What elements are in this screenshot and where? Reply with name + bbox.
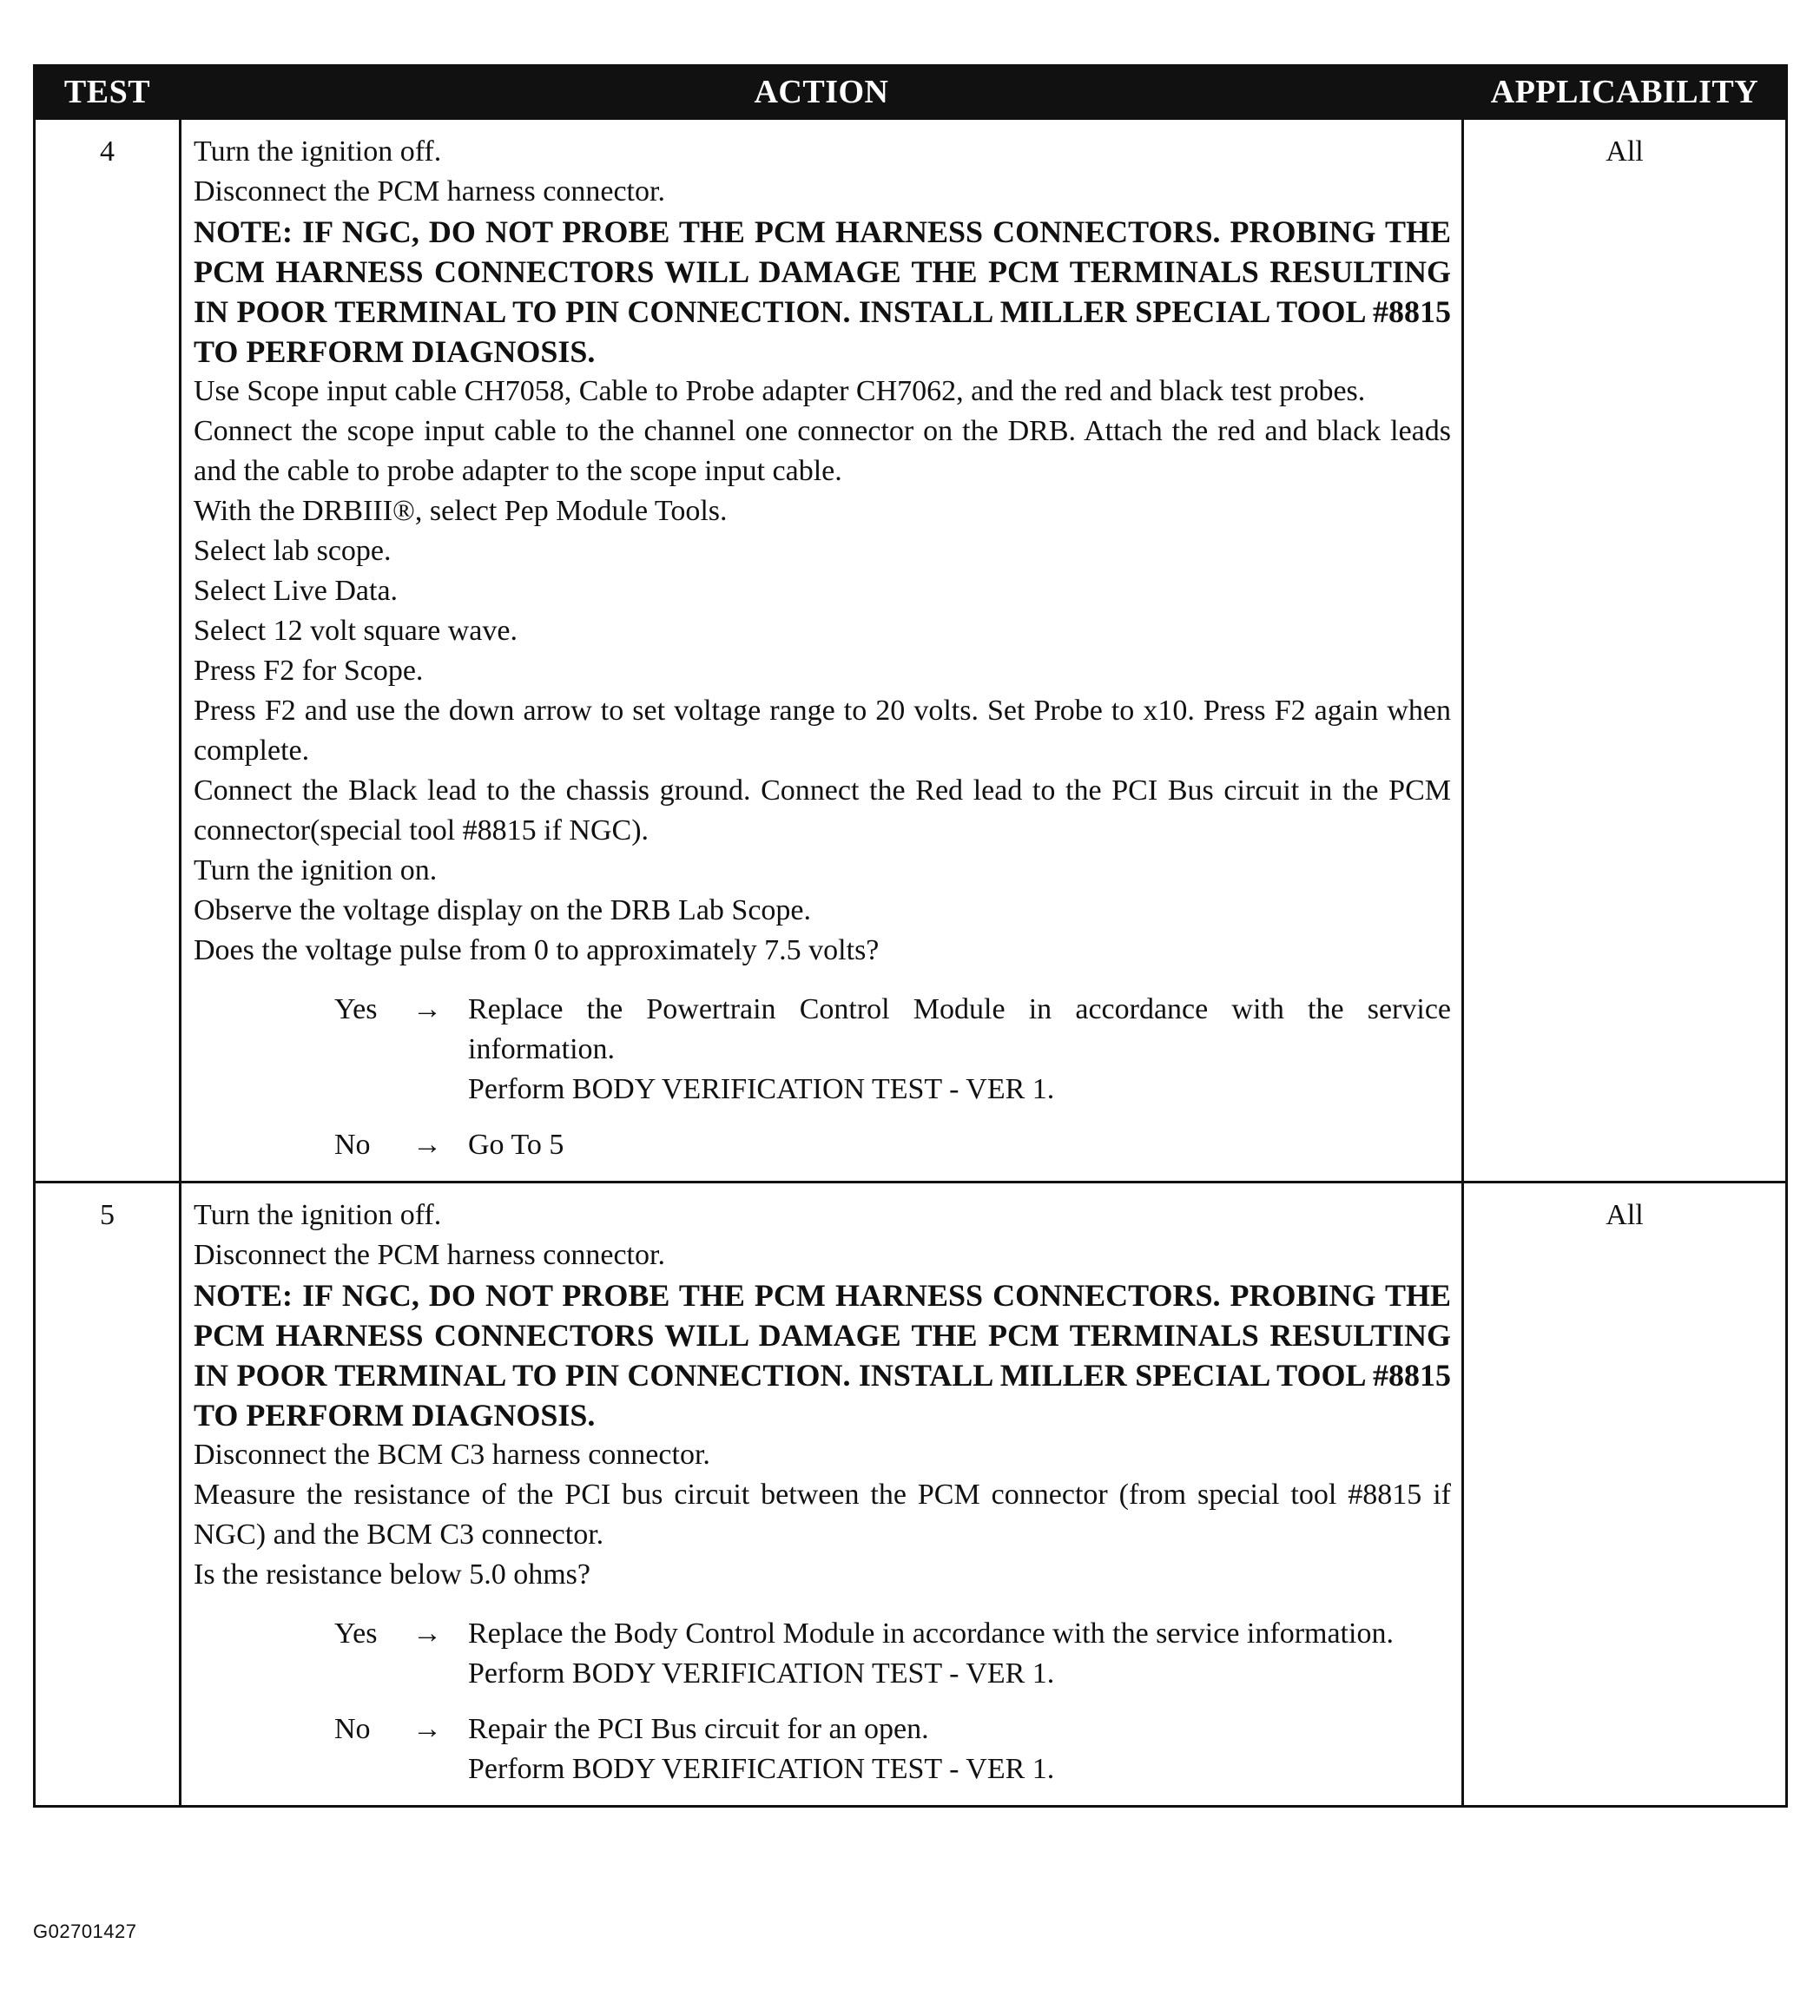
table-header-row	[35, 66, 1787, 119]
action-cell	[181, 1183, 1463, 1807]
action-step: Turn the ignition off.	[194, 1199, 442, 1231]
action-step: Use Scope input cable CH7058, Cable to Probe adapter CH7062, and the red and black test probes.	[194, 375, 1366, 407]
right-arrow-icon: →	[412, 1617, 442, 1650]
outcome-line: Perform BODY VERIFICATION TEST - VER 1.	[468, 1073, 1055, 1105]
action-step: Select lab scope.	[194, 535, 392, 567]
test-number: 5	[35, 1183, 181, 1807]
outcome-line: Go To 5	[468, 1129, 564, 1161]
right-arrow-icon: →	[412, 993, 442, 1025]
outcome-instructions	[468, 1125, 1451, 1165]
action-step: Turn the ignition off.	[194, 135, 442, 168]
action-step: Observe the voltage display on the DRB Lab Scope.	[194, 894, 812, 926]
action-step: Is the resistance below 5.0 ohms?	[194, 1558, 590, 1591]
outcome-label: No	[334, 1713, 371, 1745]
table-row	[35, 119, 1787, 1183]
applicability-value: All	[1463, 119, 1787, 1183]
outcome-label: Yes	[334, 1617, 378, 1650]
outcome-yes	[194, 990, 1451, 1110]
outcome-line: Perform BODY VERIFICATION TEST - VER 1.	[468, 1753, 1055, 1785]
outcome-no	[194, 1710, 1451, 1789]
outcome-list	[194, 1614, 1451, 1789]
figure-id: G02701427	[33, 1920, 137, 1942]
outcome-line: Repair the PCI Bus circuit for an open.	[468, 1713, 929, 1745]
applicability-value: All	[1463, 1183, 1787, 1807]
action-step: Select 12 volt square wave.	[194, 615, 518, 647]
outcome-line: Perform BODY VERIFICATION TEST - VER 1.	[468, 1657, 1055, 1690]
outcome-label: Yes	[334, 993, 378, 1025]
outcome-instructions	[468, 990, 1451, 1110]
action-step: Disconnect the PCM harness connector.	[194, 175, 665, 208]
outcome-no	[194, 1125, 1451, 1165]
action-step: Does the voltage pulse from 0 to approximately 7.5 volts?	[194, 934, 880, 966]
outcome-line: Replace the Powertrain Control Module in accordance with the service information.	[468, 993, 1451, 1065]
action-step: Select Live Data.	[194, 575, 399, 607]
action-step: Disconnect the BCM C3 harness connector.	[194, 1439, 710, 1471]
warning-note: NOTE: IF NGC, DO NOT PROBE THE PCM HARNESS CONNECTORS. PROBING THE PCM HARNESS CONNECTORS WILL DAMAGE THE PCM TERMINALS RESULTING IN POOR TERMINAL TO PIN CONNECTION. INSTALL MILLER SPECIAL TOOL #8815 TO PERFORM DIAGNOSIS.	[194, 1278, 1451, 1433]
table-row	[35, 1183, 1787, 1807]
diagnostic-test-table	[33, 64, 1788, 1808]
header-test: TEST	[35, 66, 181, 119]
outcome-instructions	[468, 1710, 1451, 1789]
outcome-yes	[194, 1614, 1451, 1694]
table-body	[35, 119, 1787, 1807]
outcome-label: No	[334, 1129, 371, 1161]
action-step: Press F2 and use the down arrow to set voltage range to 20 volts. Set Probe to x10. Press F2 again when complete.	[194, 695, 1451, 767]
outcome-instructions	[468, 1614, 1451, 1694]
warning-note: NOTE: IF NGC, DO NOT PROBE THE PCM HARNESS CONNECTORS. PROBING THE PCM HARNESS CONNECTORS WILL DAMAGE THE PCM TERMINALS RESULTING IN POOR TERMINAL TO PIN CONNECTION. INSTALL MILLER SPECIAL TOOL #8815 TO PERFORM DIAGNOSIS.	[194, 214, 1451, 369]
action-step: Press F2 for Scope.	[194, 655, 424, 687]
action-step: Connect the Black lead to the chassis ground. Connect the Red lead to the PCI Bus circuit in the PCM connector(special tool #8815 if NGC).	[194, 774, 1451, 847]
action-step: Turn the ignition on.	[194, 854, 438, 886]
test-number: 4	[35, 119, 181, 1183]
action-step: With the DRBIII®, select Pep Module Tools.	[194, 495, 728, 527]
action-step: Disconnect the PCM harness connector.	[194, 1239, 665, 1271]
action-step: Measure the resistance of the PCI bus circuit between the PCM connector (from special tool #8815 if NGC) and the BCM C3 connector.	[194, 1479, 1451, 1551]
action-step: Connect the scope input cable to the channel one connector on the DRB. Attach the red and black leads and the cable to probe adapter to the scope input cable.	[194, 415, 1451, 487]
outcome-list	[194, 990, 1451, 1165]
action-cell	[181, 119, 1463, 1183]
right-arrow-icon: →	[412, 1129, 442, 1161]
header-action: ACTION	[181, 66, 1463, 119]
outcome-line: Replace the Body Control Module in accordance with the service information.	[468, 1617, 1394, 1650]
right-arrow-icon: →	[412, 1713, 442, 1745]
header-applicability: APPLICABILITY	[1463, 66, 1787, 119]
